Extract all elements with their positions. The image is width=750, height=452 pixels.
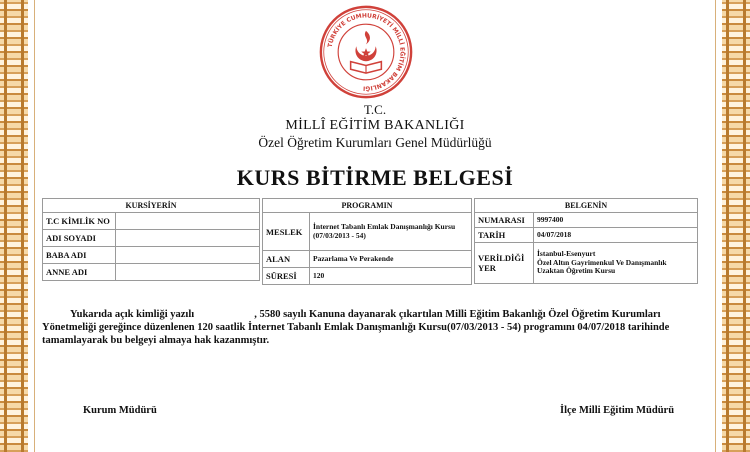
table-row — [43, 264, 260, 281]
alan-label: ALAN — [263, 251, 310, 268]
signature-kurum-muduru: Kurum Müdürü — [83, 405, 157, 416]
alan-value: Pazarlama Ve Perakende — [310, 251, 472, 268]
body-part-2: , 5580 sayılı Kanuna dayanarak çıkartılan Milli Eğitim Bakanlığı Özel Öğretim Kurumları Yönetmeliği gereğince düzenlenen 120 saatlik İnternet Tabanlı Emlak Danışmanlığı Kursu(07/03/2013 - 54) programını 04/07/2018 tarihinde tamamlayarak bu belgeyi almaya hak kazanmıştır. — [42, 309, 670, 346]
programin-heading: PROGRAMIN — [263, 199, 472, 213]
kursiyerin-table — [42, 198, 260, 281]
tc-kimlik-value — [116, 213, 260, 230]
table-row — [43, 213, 260, 230]
header-ministry: MİLLÎ EĞİTİM BAKANLIĞI — [285, 118, 465, 133]
numarasi-value: 9997400 — [534, 213, 698, 228]
ornamental-border-left — [0, 0, 28, 452]
verildigi-yer-value — [534, 243, 698, 284]
tc-kimlik-label: T.C KİMLİK NO — [43, 213, 116, 230]
seal-ring-text: TÜRKİYE CUMHURİYETİ MİLLÎ EĞİTİM BAKANLIĞI — [326, 12, 406, 92]
suresi-label: SÜRESİ — [263, 268, 310, 285]
suresi-value: 120 — [310, 268, 472, 285]
ornamental-border-right — [722, 0, 750, 452]
table-row — [263, 213, 472, 251]
meslek-value: İnternet Tabanlı Emlak Danışmanlığı Kursu (07/03/2013 - 54) — [310, 213, 472, 251]
tarih-value: 04/07/2018 — [534, 228, 698, 243]
kursiyerin-heading: KURSİYERİN — [43, 199, 260, 213]
numarasi-label: NUMARASI — [475, 213, 534, 228]
adi-soyadi-value — [116, 230, 260, 247]
meslek-label: MESLEK — [263, 213, 310, 251]
header-department: Özel Öğretim Kurumları Genel Müdürlüğü — [258, 135, 492, 150]
ministry-seal-icon — [318, 4, 414, 100]
border-line-left — [34, 0, 35, 452]
programin-table — [262, 198, 472, 285]
tarih-label: TARİH — [475, 228, 534, 243]
table-row — [263, 251, 472, 268]
table-row — [475, 228, 698, 243]
verildigi-yer-label: VERİLDİĞİ YER — [475, 243, 534, 284]
body-part-1: Yukarıda açık kimliği yazılı — [70, 309, 195, 320]
table-row — [475, 243, 698, 284]
certificate-body — [42, 308, 702, 347]
certificate-title: KURS BİTİRME BELGESİ — [236, 165, 514, 190]
belgenin-heading: BELGENİN — [475, 199, 698, 213]
verildigi-line-1: İstanbul-Esenyurt — [537, 249, 596, 259]
baba-adi-label: BABA ADI — [43, 247, 116, 264]
table-row — [263, 268, 472, 285]
table-row — [475, 213, 698, 228]
verildigi-line-3: Uzaktan Öğretim Kursu — [537, 266, 616, 276]
verildigi-line-2: Özel Altın Gayrimenkul Ve Danışmanlık — [537, 257, 667, 267]
belgenin-table — [474, 198, 698, 284]
table-row — [43, 247, 260, 264]
baba-adi-value — [116, 247, 260, 264]
table-row — [43, 230, 260, 247]
header-tc: T.C. — [363, 102, 387, 117]
anne-adi-value — [116, 264, 260, 281]
adi-soyadi-label: ADI SOYADI — [43, 230, 116, 247]
anne-adi-label: ANNE ADI — [43, 264, 116, 281]
border-line-right — [715, 0, 716, 452]
signature-ilce-muduru: İlçe Milli Eğitim Müdürü — [560, 405, 675, 416]
